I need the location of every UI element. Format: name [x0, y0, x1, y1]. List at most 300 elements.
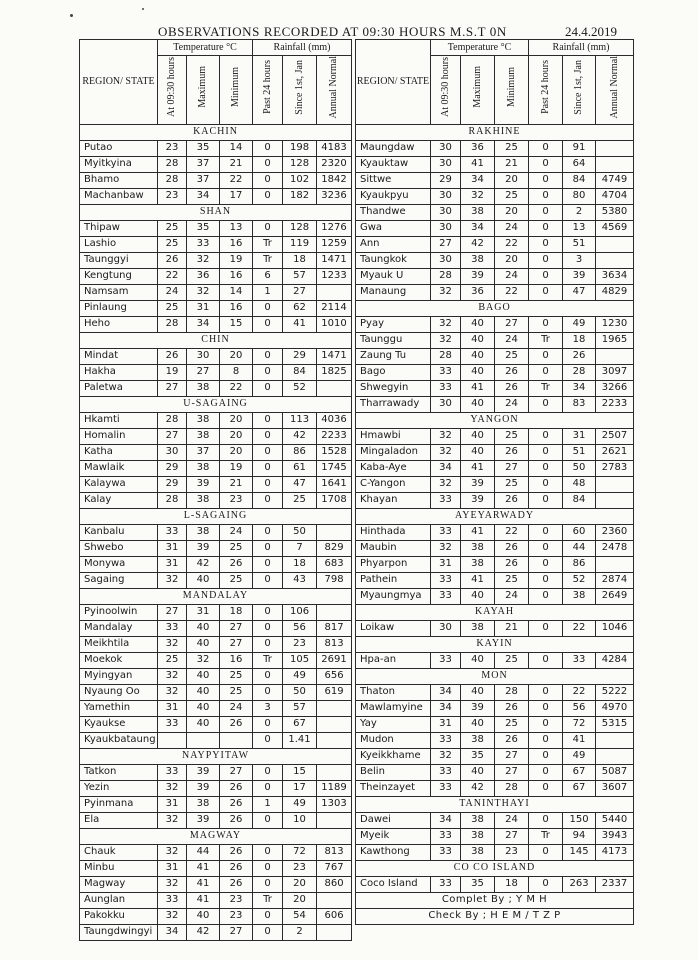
report-date: 24.4.2019 [565, 24, 617, 39]
station-value: 39 [461, 700, 495, 716]
station-value: 38 [187, 412, 220, 428]
station-name: Hinthada [356, 524, 431, 540]
region-section-row [80, 332, 352, 348]
station-value: 36 [187, 268, 220, 284]
station-value: 26 [220, 716, 253, 732]
station-value: 5440 [596, 812, 634, 828]
col-header-past-24-hours: Past 24 hours [529, 56, 563, 125]
station-value: 32 [187, 284, 220, 300]
station-value: 19 [220, 252, 253, 268]
station-value: 24 [495, 268, 529, 284]
station-row [356, 284, 634, 300]
station-value: 1471 [317, 252, 352, 268]
station-value: 24 [495, 588, 529, 604]
station-value [596, 556, 634, 572]
station-row [80, 524, 352, 540]
station-value: 40 [461, 316, 495, 332]
station-row [80, 540, 352, 556]
station-name: Tatkon [80, 764, 158, 780]
station-value: 34 [431, 700, 461, 716]
station-value: 35 [461, 748, 495, 764]
station-value: Tr [529, 380, 563, 396]
station-row [80, 844, 352, 860]
station-value: 0 [253, 524, 283, 540]
station-name: Ann [356, 236, 431, 252]
station-value: 32 [158, 684, 187, 700]
station-value: 0 [253, 876, 283, 892]
station-value: 26 [495, 556, 529, 572]
station-value: 4183 [317, 140, 352, 156]
station-row [80, 460, 352, 476]
station-value [596, 476, 634, 492]
col-header-annual-normal: Annual Normal [317, 56, 352, 125]
station-value: 0 [253, 172, 283, 188]
station-value: 38 [187, 796, 220, 812]
station-value: 37 [187, 172, 220, 188]
station-value: 26 [220, 780, 253, 796]
station-value: 2337 [596, 876, 634, 892]
station-value: 2621 [596, 444, 634, 460]
station-value: 39 [461, 476, 495, 492]
station-value: Tr [253, 892, 283, 908]
station-value: 1276 [317, 220, 352, 236]
station-value: 20 [220, 412, 253, 428]
station-value: 23 [495, 844, 529, 860]
station-value: 49 [563, 748, 596, 764]
station-value: 0 [253, 668, 283, 684]
station-value: 38 [187, 460, 220, 476]
station-value: 0 [529, 284, 563, 300]
station-value [317, 604, 352, 620]
station-value: 27 [220, 924, 253, 940]
station-value: 32 [158, 908, 187, 924]
station-name: Nyaung Oo [80, 684, 158, 700]
station-value: 60 [563, 524, 596, 540]
station-value: 40 [187, 908, 220, 924]
col-header-at-0930: At 09:30 hours [431, 56, 461, 125]
station-value: 32 [431, 476, 461, 492]
station-value: 23 [158, 140, 187, 156]
station-name: Katha [80, 444, 158, 460]
station-value: 0 [253, 364, 283, 380]
station-value: 51 [563, 236, 596, 252]
station-value: 33 [158, 716, 187, 732]
station-value: 0 [529, 428, 563, 444]
station-value: 39 [461, 268, 495, 284]
station-value: 32 [431, 316, 461, 332]
station-row [80, 860, 352, 876]
station-value: 38 [461, 204, 495, 220]
station-value: 27 [495, 764, 529, 780]
station-value: 39 [461, 492, 495, 508]
station-value: 0 [253, 300, 283, 316]
station-value: 49 [283, 796, 317, 812]
station-row [356, 140, 634, 156]
station-value: 0 [253, 444, 283, 460]
station-row [356, 236, 634, 252]
station-value: 0 [253, 860, 283, 876]
station-row [80, 812, 352, 828]
region-section-row [80, 588, 352, 604]
station-value: 20 [495, 204, 529, 220]
station-name: Bhamo [80, 172, 158, 188]
station-value: 35 [461, 876, 495, 892]
station-value: 619 [317, 684, 352, 700]
station-value: 25 [220, 684, 253, 700]
station-value: 1230 [596, 316, 634, 332]
station-value: 56 [283, 620, 317, 636]
station-value: 23 [283, 860, 317, 876]
station-value: 38 [187, 428, 220, 444]
station-value: Tr [253, 652, 283, 668]
station-value: 606 [317, 908, 352, 924]
station-value: 0 [529, 316, 563, 332]
station-value: 1528 [317, 444, 352, 460]
station-value: 0 [253, 428, 283, 444]
station-value: 25 [495, 652, 529, 668]
station-row [80, 172, 352, 188]
station-value: 64 [563, 156, 596, 172]
col-header-maximum: Maximum [461, 56, 495, 125]
station-name: Kawthong [356, 844, 431, 860]
station-value: 1189 [317, 780, 352, 796]
station-value: 41 [187, 860, 220, 876]
station-value: 22 [563, 620, 596, 636]
station-value: 5315 [596, 716, 634, 732]
station-value: 38 [461, 620, 495, 636]
station-value: 3943 [596, 828, 634, 844]
station-value: 27 [187, 364, 220, 380]
station-value: 40 [461, 396, 495, 412]
station-value: 33 [431, 588, 461, 604]
station-name: Heho [80, 316, 158, 332]
region-section-header: NAYPYITAW [80, 748, 352, 764]
station-value: 18 [283, 556, 317, 572]
station-value: 40 [187, 684, 220, 700]
station-value: 38 [187, 524, 220, 540]
station-value: 35 [187, 220, 220, 236]
station-value: 67 [283, 716, 317, 732]
station-value [317, 524, 352, 540]
station-value: 2114 [317, 300, 352, 316]
region-section-row [80, 828, 352, 844]
col-header-annual-normal: Annual Normal [596, 56, 634, 125]
station-value: 31 [431, 716, 461, 732]
station-row [356, 220, 634, 236]
station-value: 6 [253, 268, 283, 284]
station-value: 16 [220, 236, 253, 252]
station-value: 26 [495, 732, 529, 748]
station-name: Myauk U [356, 268, 431, 284]
region-section-row [356, 124, 634, 140]
station-name: Maubin [356, 540, 431, 556]
station-value: 40 [187, 636, 220, 652]
station-value: 22 [495, 236, 529, 252]
station-value: 817 [317, 620, 352, 636]
station-value: 3 [563, 252, 596, 268]
station-value: 30 [158, 444, 187, 460]
region-section-header: KACHIN [80, 124, 352, 140]
station-value: 28 [158, 492, 187, 508]
station-value: 38 [563, 588, 596, 604]
station-row [80, 716, 352, 732]
region-section-header: TANINTHAYI [356, 796, 634, 812]
station-value [596, 732, 634, 748]
station-value: 102 [283, 172, 317, 188]
station-value: 33 [563, 652, 596, 668]
station-row [80, 364, 352, 380]
station-value: 36 [461, 140, 495, 156]
station-value: 61 [283, 460, 317, 476]
region-section-row [80, 124, 352, 140]
station-value: 4569 [596, 220, 634, 236]
station-name: Yamethin [80, 700, 158, 716]
station-value: 145 [563, 844, 596, 860]
station-value: 32 [158, 844, 187, 860]
station-value: 39 [187, 780, 220, 796]
station-value: 16 [220, 652, 253, 668]
station-value: 0 [529, 172, 563, 188]
station-value: 41 [283, 316, 317, 332]
station-value: 42 [187, 556, 220, 572]
station-value: 43 [283, 572, 317, 588]
station-row [80, 476, 352, 492]
station-row [356, 588, 634, 604]
station-value: 5222 [596, 684, 634, 700]
station-value: 0 [253, 636, 283, 652]
station-value: 42 [461, 780, 495, 796]
station-value: 41 [461, 380, 495, 396]
station-value: 26 [495, 444, 529, 460]
station-value: 0 [529, 684, 563, 700]
station-value: 119 [283, 236, 317, 252]
station-value: 22 [158, 268, 187, 284]
station-value: 26 [220, 812, 253, 828]
station-value: 34 [461, 220, 495, 236]
station-value: 767 [317, 860, 352, 876]
station-value: 40 [461, 332, 495, 348]
station-row [80, 252, 352, 268]
station-value: 34 [431, 812, 461, 828]
station-value: 0 [529, 204, 563, 220]
station-value: 27 [495, 460, 529, 476]
station-value: 42 [187, 924, 220, 940]
station-value: 0 [529, 572, 563, 588]
station-value: 36 [461, 284, 495, 300]
station-value: 40 [461, 684, 495, 700]
station-name: Namsam [80, 284, 158, 300]
station-value: 31 [158, 700, 187, 716]
station-value: 30 [431, 620, 461, 636]
station-value: 0 [529, 156, 563, 172]
col-header-minimum: Minimum [220, 56, 253, 125]
station-value: 27 [220, 636, 253, 652]
station-row [80, 156, 352, 172]
station-value: 33 [431, 652, 461, 668]
station-value: 47 [283, 476, 317, 492]
region-section-header: AYEYARWADY [356, 508, 634, 524]
station-name: Taunggu [356, 332, 431, 348]
region-section-row [80, 748, 352, 764]
station-name: Lashio [80, 236, 158, 252]
station-value: 0 [253, 844, 283, 860]
station-name: Ela [80, 812, 158, 828]
station-name: Machanbaw [80, 188, 158, 204]
station-name: Maungdaw [356, 140, 431, 156]
station-value: 24 [158, 284, 187, 300]
station-value: 26 [495, 540, 529, 556]
station-name: Kalay [80, 492, 158, 508]
station-value: 13 [563, 220, 596, 236]
station-value: 0 [529, 492, 563, 508]
region-section-header: KAYAH [356, 604, 634, 620]
station-value: 39 [187, 764, 220, 780]
station-value: 2360 [596, 524, 634, 540]
station-value: 29 [431, 172, 461, 188]
station-value: 0 [253, 380, 283, 396]
station-value: 4173 [596, 844, 634, 860]
station-value: 5380 [596, 204, 634, 220]
station-row [80, 876, 352, 892]
station-value: 2 [563, 204, 596, 220]
station-name: Kalaywa [80, 476, 158, 492]
station-value: 72 [283, 844, 317, 860]
station-value: 0 [253, 316, 283, 332]
region-section-header: U-SAGAING [80, 396, 352, 412]
station-value: 31 [563, 428, 596, 444]
station-value: 33 [187, 236, 220, 252]
station-value: 0 [253, 412, 283, 428]
station-value: 33 [158, 524, 187, 540]
station-value: 17 [283, 780, 317, 796]
station-value: 19 [158, 364, 187, 380]
station-value: 31 [158, 796, 187, 812]
station-value: 0 [253, 348, 283, 364]
station-value: 40 [187, 620, 220, 636]
station-value: 25 [495, 716, 529, 732]
station-row [356, 700, 634, 716]
station-value: 41 [563, 732, 596, 748]
station-value: 26 [563, 348, 596, 364]
station-value: 94 [563, 828, 596, 844]
station-value: 40 [187, 700, 220, 716]
station-row [356, 476, 634, 492]
station-value: 860 [317, 876, 352, 892]
station-value: 7 [283, 540, 317, 556]
station-name: Shwebo [80, 540, 158, 556]
station-value: 47 [563, 284, 596, 300]
station-value: 25 [158, 652, 187, 668]
station-name: Gwa [356, 220, 431, 236]
station-value: 1641 [317, 476, 352, 492]
station-row [356, 252, 634, 268]
station-value: 83 [563, 396, 596, 412]
station-name: Mindat [80, 348, 158, 364]
station-value: 0 [529, 556, 563, 572]
station-name: Homalin [80, 428, 158, 444]
station-name: Kyaukbataung [80, 732, 158, 748]
station-value: 20 [220, 444, 253, 460]
station-value [317, 284, 352, 300]
station-name: Mawlaik [80, 460, 158, 476]
station-value: 25 [220, 668, 253, 684]
station-value: 5087 [596, 764, 634, 780]
station-value: 0 [253, 764, 283, 780]
signature-note: Check By ; H E M / T Z P [356, 908, 634, 924]
station-value: 41 [461, 524, 495, 540]
station-name: Sagaing [80, 572, 158, 588]
station-row [356, 684, 634, 700]
station-value: 33 [431, 764, 461, 780]
station-value: 49 [283, 668, 317, 684]
station-value: 16 [220, 268, 253, 284]
station-row [80, 620, 352, 636]
station-value: 26 [495, 380, 529, 396]
station-name: Tharrawady [356, 396, 431, 412]
station-value: 33 [431, 572, 461, 588]
station-value: 18 [283, 252, 317, 268]
station-value: 1825 [317, 364, 352, 380]
station-name: Phyarpon [356, 556, 431, 572]
station-value: 19 [220, 460, 253, 476]
station-value: 4284 [596, 652, 634, 668]
station-value: 0 [529, 588, 563, 604]
station-value: 40 [461, 716, 495, 732]
station-value: 57 [283, 700, 317, 716]
station-value: 0 [529, 620, 563, 636]
station-value: 2691 [317, 652, 352, 668]
station-value: 10 [283, 812, 317, 828]
station-value: 1745 [317, 460, 352, 476]
station-value: 27 [158, 428, 187, 444]
station-value: 84 [563, 172, 596, 188]
station-value: 40 [187, 572, 220, 588]
station-value: 39 [563, 268, 596, 284]
station-value: 26 [220, 860, 253, 876]
station-row [356, 524, 634, 540]
station-row [80, 428, 352, 444]
station-value: 30 [187, 348, 220, 364]
station-value: 24 [495, 396, 529, 412]
station-name: Myingyan [80, 668, 158, 684]
station-name: Thaton [356, 684, 431, 700]
station-name: Chauk [80, 844, 158, 860]
station-value: 32 [461, 188, 495, 204]
station-value: 829 [317, 540, 352, 556]
station-row [356, 172, 634, 188]
station-value: 40 [461, 764, 495, 780]
station-value: 25 [495, 140, 529, 156]
station-name: Hkamti [80, 412, 158, 428]
station-value: 1 [253, 284, 283, 300]
station-value: Tr [529, 332, 563, 348]
station-value: 40 [461, 348, 495, 364]
station-value: 28 [495, 780, 529, 796]
station-name: Minbu [80, 860, 158, 876]
station-value: 0 [253, 908, 283, 924]
station-row [80, 908, 352, 924]
station-value: 0 [529, 748, 563, 764]
station-value: 17 [220, 188, 253, 204]
station-value: 32 [158, 668, 187, 684]
station-value: 150 [563, 812, 596, 828]
station-value: 25 [158, 300, 187, 316]
station-value: 813 [317, 844, 352, 860]
region-section-row [356, 668, 634, 684]
region-header: REGION/ STATE [80, 40, 158, 125]
station-value: 38 [461, 828, 495, 844]
station-value: 0 [529, 812, 563, 828]
